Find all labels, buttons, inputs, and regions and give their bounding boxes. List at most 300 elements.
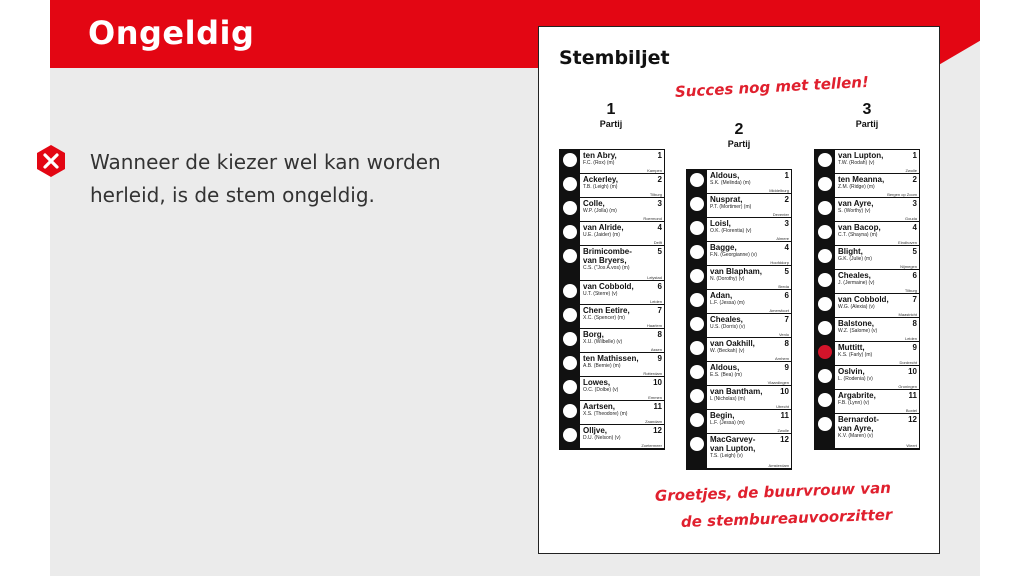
candidate-number: 1 — [657, 151, 662, 160]
candidate-info — [707, 170, 791, 193]
vote-box — [560, 246, 580, 280]
candidate-row — [687, 434, 791, 468]
candidate-initials: A.B. (Bernie) (m) — [583, 363, 621, 369]
vote-box — [687, 434, 707, 468]
candidate-name: van Cobbold, — [583, 282, 634, 291]
candidate-row — [687, 242, 791, 265]
vote-box — [815, 342, 835, 365]
candidate-name: Chen Eetire, — [583, 306, 630, 315]
candidate-name: ten Meanna, — [838, 175, 885, 184]
candidate-number: 2 — [784, 195, 789, 204]
candidate-info — [707, 410, 791, 433]
candidate-row — [560, 281, 664, 304]
candidate-info — [580, 425, 664, 448]
candidate-number: 2 — [912, 175, 917, 184]
candidate-city: Leiden — [904, 336, 917, 341]
vote-box — [560, 281, 580, 304]
candidate-info — [580, 377, 664, 400]
vote-box — [687, 386, 707, 409]
candidate-initials: W.G. (Alexia) (v) — [838, 304, 875, 310]
vote-box — [687, 242, 707, 265]
candidate-city: Maastricht — [898, 312, 917, 317]
candidate-number: 6 — [657, 282, 662, 291]
vote-box — [815, 174, 835, 197]
candidate-initials: E.S. (Bea) (m) — [710, 372, 742, 378]
candidate-city: Haarlem — [646, 323, 662, 328]
candidate-row — [560, 222, 664, 245]
candidate-initials: L. (Rodenia) (v) — [838, 376, 873, 382]
candidate-city: Rotterdam — [643, 371, 662, 376]
candidate-initials: T.W. (Rodah) (v) — [838, 160, 875, 166]
candidate-info — [580, 198, 664, 221]
candidate-row — [815, 294, 919, 317]
candidate-city: Dordrecht — [899, 360, 917, 365]
candidate-name: Olljve, — [583, 426, 608, 435]
candidate-initials: Z.M. (Ridge) (m) — [838, 184, 875, 190]
candidate-info — [580, 281, 664, 304]
vote-box — [560, 198, 580, 221]
candidate-city: Arnhem — [774, 356, 789, 361]
candidate-initials: W.P. (Jolla) (m) — [583, 208, 617, 214]
candidate-info — [707, 266, 791, 289]
candidate-info — [707, 218, 791, 241]
handwritten-note-top: Succes nog met tellen! — [674, 72, 870, 101]
vote-box — [560, 305, 580, 328]
candidate-number: 10 — [908, 367, 917, 376]
candidate-info — [835, 198, 919, 221]
vote-circle — [818, 321, 832, 335]
candidate-city: Leiden — [649, 299, 662, 304]
candidate-city: Amsterdam — [768, 463, 789, 468]
candidate-city: Delft — [653, 240, 662, 245]
party-label: Partij — [855, 119, 879, 129]
candidate-city: Zaandam — [645, 419, 662, 424]
vote-box — [815, 246, 835, 269]
candidate-row — [815, 318, 919, 341]
vote-circle — [818, 201, 832, 215]
candidate-row — [815, 390, 919, 413]
candidate-row — [815, 198, 919, 221]
party-number: 1 — [606, 101, 616, 118]
vote-circle — [690, 269, 704, 283]
candidate-row — [560, 425, 664, 448]
candidate-initials: W.Z. (Salome) (v) — [838, 328, 878, 334]
vote-circle — [818, 249, 832, 263]
candidate-name: van Oakhill, — [710, 339, 755, 348]
candidate-initials: F.C. (Rox) (m) — [583, 160, 615, 166]
candidate-initials: F.B. (Lynn) (v) — [838, 400, 870, 406]
candidate-city: Zwolle — [777, 428, 789, 433]
candidate-row — [815, 342, 919, 365]
candidate-row — [687, 410, 791, 433]
party-2-candidate-list — [686, 169, 792, 470]
candidate-row — [560, 305, 664, 328]
candidate-info — [580, 401, 664, 424]
candidate-city: Gouda — [904, 216, 917, 221]
candidate-number: 10 — [780, 387, 789, 396]
candidate-row — [687, 362, 791, 385]
vote-circle — [563, 153, 577, 167]
vote-circle — [818, 273, 832, 287]
vote-circle — [563, 428, 577, 442]
candidate-name: van Alride, — [583, 223, 624, 232]
candidate-number: 11 — [653, 402, 662, 411]
candidate-name: Lowes, — [583, 378, 611, 387]
handwritten-note-bottom-line-2: de stembureauvoorzitter — [680, 505, 893, 531]
candidate-number: 5 — [912, 247, 917, 256]
vote-box — [687, 290, 707, 313]
candidate-name: van Cobbold, — [838, 295, 889, 304]
vote-circle — [690, 365, 704, 379]
vote-circle — [690, 245, 704, 259]
candidate-city: Hoofddorp — [770, 260, 789, 265]
vote-box — [687, 338, 707, 361]
vote-circle — [690, 341, 704, 355]
candidate-initials: T.B. (Leigh) (m) — [583, 184, 618, 190]
candidate-initials: C.S. ("Jos A.vos) (m) — [583, 265, 630, 271]
candidate-number: 6 — [912, 271, 917, 280]
candidate-number: 7 — [784, 315, 789, 324]
candidate-number: 5 — [784, 267, 789, 276]
candidate-number: 12 — [653, 426, 662, 435]
vote-box — [815, 198, 835, 221]
candidate-city: Assen — [650, 347, 662, 352]
candidate-row — [560, 150, 664, 173]
vote-box — [815, 150, 835, 173]
vote-circle — [563, 201, 577, 215]
vote-box — [815, 294, 835, 317]
candidate-row — [815, 270, 919, 293]
candidate-name: Adan, — [710, 291, 733, 300]
candidate-number: 10 — [653, 378, 662, 387]
candidate-city: Venlo — [778, 332, 789, 337]
candidate-initials: L (Nicholas) (m) — [710, 396, 746, 402]
candidate-number: 9 — [912, 343, 917, 352]
candidate-info — [835, 270, 919, 293]
candidate-row — [560, 329, 664, 352]
candidate-info — [835, 390, 919, 413]
candidate-number: 8 — [912, 319, 917, 328]
candidate-row — [687, 194, 791, 217]
candidate-info — [835, 246, 919, 269]
vote-circle — [690, 173, 704, 187]
candidate-row — [815, 150, 919, 173]
x-circle-icon — [34, 144, 68, 178]
candidate-initials: L.F. (Jessa) (m) — [710, 420, 745, 426]
candidate-city: Utrecht — [776, 404, 789, 409]
candidate-info — [707, 362, 791, 385]
candidate-row — [560, 198, 664, 221]
vote-circle — [563, 249, 577, 263]
vote-box — [560, 353, 580, 376]
candidate-city: Deventer — [772, 212, 789, 217]
candidate-info — [580, 353, 664, 376]
vote-box — [560, 174, 580, 197]
party-header-3 — [815, 101, 919, 129]
candidate-city: Kampen — [647, 168, 662, 173]
party-number: 3 — [862, 101, 872, 118]
candidate-number: 4 — [912, 223, 917, 232]
vote-circle — [690, 221, 704, 235]
candidate-city: Nijmegen — [900, 264, 917, 269]
candidate-initials: X.C. (Spencer) (m) — [583, 315, 625, 321]
candidate-city: Breda — [778, 284, 789, 289]
page-title: Ongeldig — [88, 14, 255, 52]
candidate-number: 7 — [912, 295, 917, 304]
candidate-initials: X.U. (Wilbelle) (v) — [583, 339, 623, 345]
vote-box — [687, 266, 707, 289]
explanation-text: Wanneer de kiezer wel kan worden herleid, is de stem ongeldig. — [90, 150, 441, 207]
candidate-number: 9 — [784, 363, 789, 372]
candidate-info — [707, 338, 791, 361]
candidate-name: Aldous, — [710, 363, 740, 372]
candidate-info — [707, 290, 791, 313]
candidate-number: 8 — [784, 339, 789, 348]
candidate-name: Argabrite, — [838, 391, 876, 400]
candidate-city: Vlaardingen — [767, 380, 789, 385]
candidate-name: van Bacop, — [838, 223, 881, 232]
vote-circle — [563, 177, 577, 191]
candidate-info — [707, 434, 791, 468]
candidate-info — [580, 150, 664, 173]
candidate-city: Almere — [776, 236, 789, 241]
vote-box — [560, 401, 580, 424]
candidate-initials: G.K. (Julie) (m) — [838, 256, 872, 262]
vote-box — [687, 194, 707, 217]
candidate-initials: L.F. (Jessa) (m) — [710, 300, 745, 306]
candidate-city: Lelystad — [647, 275, 662, 280]
candidate-row — [815, 174, 919, 197]
candidate-name: van Lupton, — [838, 151, 884, 160]
vote-box — [815, 222, 835, 245]
candidate-name: ten Abry, — [583, 151, 617, 160]
candidate-row — [687, 386, 791, 409]
party-label: Partij — [727, 139, 751, 149]
party-3-candidate-list — [814, 149, 920, 450]
ballot-paper — [538, 26, 940, 554]
candidate-initials: N. (Dorothy) (v) — [710, 276, 745, 282]
candidate-number: 4 — [784, 243, 789, 252]
vote-circle — [563, 284, 577, 298]
vote-circle — [818, 393, 832, 407]
candidate-name: Ackerley, — [583, 175, 618, 184]
candidate-number: 9 — [657, 354, 662, 363]
vote-circle — [563, 332, 577, 346]
vote-box — [560, 222, 580, 245]
candidate-number: 11 — [908, 391, 917, 400]
vote-circle — [563, 356, 577, 370]
candidate-initials: D.U. (Nelson) (v) — [583, 435, 621, 441]
candidate-row — [815, 222, 919, 245]
candidate-name: Cheales, — [710, 315, 743, 324]
vote-circle — [563, 380, 577, 394]
candidate-number: 7 — [657, 306, 662, 315]
vote-circle — [563, 225, 577, 239]
candidate-info — [835, 222, 919, 245]
candidate-city: Groningen — [898, 384, 917, 389]
candidate-name: Aartsen, — [583, 402, 616, 411]
candidate-row — [815, 246, 919, 269]
candidate-row — [687, 338, 791, 361]
candidate-number: 12 — [780, 435, 789, 444]
candidate-initials: U.E. (Jaider) (m) — [583, 232, 620, 238]
candidate-info — [580, 174, 664, 197]
vote-circle — [818, 297, 832, 311]
candidate-city: Amersfoort — [769, 308, 789, 313]
candidate-name: Bagge, — [710, 243, 737, 252]
candidate-row — [687, 218, 791, 241]
candidate-name: Begin, — [710, 411, 735, 420]
ballot-title: Stembiljet — [559, 47, 670, 69]
candidate-number: 1 — [912, 151, 917, 160]
party-header-2 — [687, 121, 791, 149]
party-number: 2 — [734, 121, 744, 138]
vote-box — [815, 390, 835, 413]
candidate-info — [835, 318, 919, 341]
candidate-initials: J. (Jermaine) (v) — [838, 280, 875, 286]
candidate-city: Emmen — [648, 395, 662, 400]
candidate-city: Boxtel — [905, 408, 917, 413]
vote-circle — [818, 177, 832, 191]
candidate-city: Weert — [906, 443, 917, 448]
vote-box — [815, 366, 835, 389]
vote-box — [560, 150, 580, 173]
candidate-number: 1 — [784, 171, 789, 180]
candidate-row — [815, 414, 919, 448]
candidate-number: 8 — [657, 330, 662, 339]
candidate-info — [707, 314, 791, 337]
candidate-city: Roermond — [643, 216, 662, 221]
vote-circle — [690, 293, 704, 307]
candidate-name: van Ayre, — [838, 199, 874, 208]
vote-circle-marked — [818, 345, 832, 359]
candidate-row — [687, 314, 791, 337]
candidate-info — [835, 174, 919, 197]
candidate-name: van Blapham, — [710, 267, 763, 276]
candidate-row — [687, 266, 791, 289]
vote-box — [687, 314, 707, 337]
vote-circle — [818, 369, 832, 383]
candidate-info — [835, 366, 919, 389]
candidate-row — [560, 401, 664, 424]
candidate-initials: K.V. (Maren) (v) — [838, 433, 874, 439]
candidate-initials: F.N. (Georgianne) (v) — [710, 252, 757, 258]
candidate-initials: U.S. (Dorris) (v) — [710, 324, 745, 330]
candidate-info — [707, 194, 791, 217]
candidate-info — [835, 414, 919, 448]
candidate-initials: O.K. (Florentia) (v) — [710, 228, 752, 234]
vote-circle — [690, 389, 704, 403]
candidate-name: Bernardot- van Ayre, — [838, 415, 879, 433]
candidate-initials: P.T. (Mortimer) (m) — [710, 204, 752, 210]
candidate-city: Tilburg — [649, 192, 662, 197]
candidate-name: MacGarvey- van Lupton, — [710, 435, 756, 453]
vote-box — [687, 170, 707, 193]
candidate-initials: T.S. (Leigh) (v) — [710, 453, 743, 459]
candidate-initials: W. (Beckah) (v) — [710, 348, 745, 354]
vote-circle — [563, 404, 577, 418]
vote-box — [687, 218, 707, 241]
candidate-row — [560, 377, 664, 400]
vote-box — [815, 270, 835, 293]
vote-circle — [818, 417, 832, 431]
candidate-name: Aldous, — [710, 171, 740, 180]
party-header-1 — [559, 101, 663, 129]
vote-circle — [690, 197, 704, 211]
vote-circle — [690, 317, 704, 331]
candidate-name: Oslvin, — [838, 367, 865, 376]
candidate-row — [560, 174, 664, 197]
vote-box — [687, 410, 707, 433]
handwritten-note-bottom-line-1: Groetjes, de buurvrouw van — [654, 478, 892, 505]
party-label: Partij — [599, 119, 623, 129]
vote-box — [560, 377, 580, 400]
candidate-initials: K.S. (Farly) (m) — [838, 352, 873, 358]
candidate-info — [835, 342, 919, 365]
vote-circle — [818, 225, 832, 239]
vote-box — [687, 362, 707, 385]
candidate-name: Balstone, — [838, 319, 875, 328]
candidate-number: 3 — [657, 199, 662, 208]
candidate-city: Eindhoven — [898, 240, 917, 245]
candidate-name: Cheales, — [838, 271, 871, 280]
candidate-name: Nusprat, — [710, 195, 743, 204]
candidate-number: 2 — [657, 175, 662, 184]
vote-box — [560, 425, 580, 448]
candidate-number: 6 — [784, 291, 789, 300]
candidate-row — [560, 246, 664, 280]
candidate-number: 11 — [780, 411, 789, 420]
candidate-number: 5 — [657, 247, 662, 256]
vote-circle — [818, 153, 832, 167]
candidate-initials: S.K. (Melinda) (m) — [710, 180, 751, 186]
candidate-info — [835, 294, 919, 317]
candidate-city: Zoetermeer — [641, 443, 662, 448]
candidate-initials: O.C. (Dolbe) (v) — [583, 387, 619, 393]
candidate-name: Borg, — [583, 330, 604, 339]
candidate-info — [835, 150, 919, 173]
vote-circle — [563, 308, 577, 322]
candidate-initials: U.T. (Sterre) (v) — [583, 291, 618, 297]
candidate-row — [560, 353, 664, 376]
candidate-info — [707, 242, 791, 265]
vote-circle — [690, 413, 704, 427]
candidate-name: Blight, — [838, 247, 863, 256]
candidate-number: 3 — [912, 199, 917, 208]
candidate-initials: S. (Worthy) (v) — [838, 208, 871, 214]
vote-box — [815, 414, 835, 448]
candidate-name: Colle, — [583, 199, 605, 208]
candidate-info — [580, 329, 664, 352]
vote-box — [815, 318, 835, 341]
candidate-name: van Bantham, — [710, 387, 763, 396]
candidate-info — [580, 246, 664, 280]
candidate-info — [707, 386, 791, 409]
candidate-name: ten Mathissen, — [583, 354, 639, 363]
party-1-candidate-list — [559, 149, 665, 450]
candidate-number: 3 — [784, 219, 789, 228]
candidate-city: Tilburg — [904, 288, 917, 293]
candidate-city: Zwolle — [905, 168, 917, 173]
candidate-name: Muttitt, — [838, 343, 865, 352]
candidate-info — [580, 222, 664, 245]
vote-circle — [690, 437, 704, 451]
candidate-initials: C.T. (Shayna) (m) — [838, 232, 878, 238]
candidate-row — [687, 170, 791, 193]
candidate-initials: X.S. (Theodore) (m) — [583, 411, 628, 417]
candidate-name: Brimicombe- van Bryers, — [583, 247, 632, 265]
candidate-name: Loisl, — [710, 219, 731, 228]
